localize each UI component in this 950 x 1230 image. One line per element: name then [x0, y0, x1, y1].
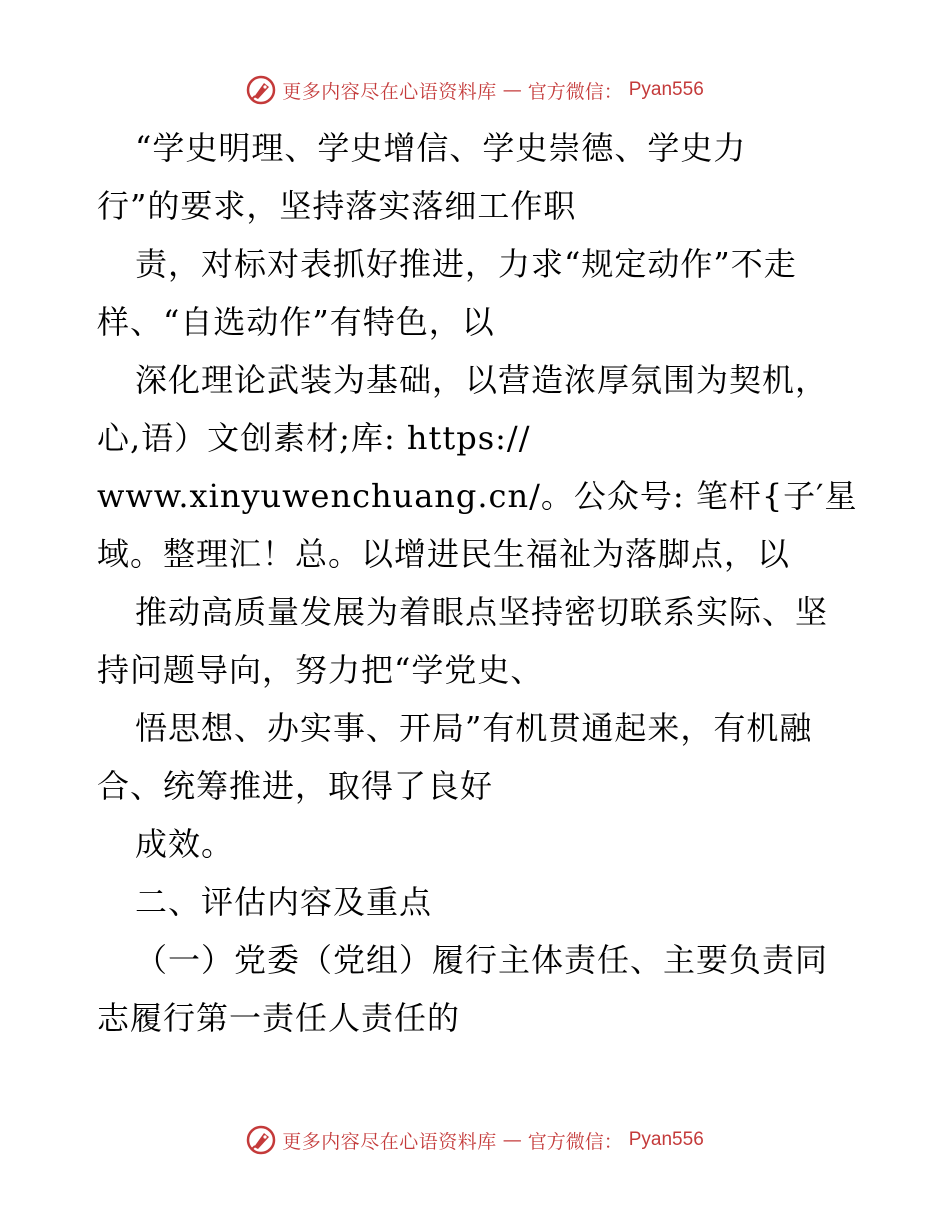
watermark-site-text: 更多内容尽在心语资料库 — [282, 80, 497, 103]
watermark-label: 官方微信： — [527, 1130, 623, 1153]
body-line-3: 责，对标对表抓好推进，力求“规定动作”不走 — [135, 245, 797, 283]
watermark-dash: — — [502, 1129, 522, 1151]
body-line-7: www.xinyuwenchuang.cn/。公众号: 笔杆{子′星 — [97, 477, 858, 515]
body-line-5: 深化理论武装为基础，以营造浓厚氛围为契机， — [135, 361, 829, 399]
body-line-2: 行”的要求，坚持落实落细工作职 — [97, 187, 577, 225]
body-line-8: 域。整理汇！总。以增进民生福祉为落脚点，以 — [97, 535, 791, 573]
watermark-wechat-id: Pyan556 — [628, 1129, 704, 1150]
pen-nib-logo-icon — [246, 1125, 276, 1155]
body-line-10: 持问题导向，努力把“学党史、 — [97, 651, 544, 689]
body-line-4: 样、“自选动作”有特色，以 — [97, 303, 495, 341]
body-line-6: 心,语）文创素材;库: https:// — [97, 419, 531, 457]
body-line-1: “学史明理、学史增信、学史崇德、学史力 — [135, 129, 747, 167]
watermark-site-text: 更多内容尽在心语资料库 — [282, 1130, 497, 1153]
watermark-dash: — — [502, 79, 522, 101]
subsection-heading: （一）党委（党组）履行主体责任、主要负责同 — [135, 941, 829, 979]
body-line-9: 推动高质量发展为着眼点坚持密切联系实际、坚 — [135, 593, 829, 631]
body-line-16: 志履行第一责任人责任的 — [97, 999, 461, 1037]
footer-watermark — [0, 1120, 950, 1160]
watermark-wechat-id: Pyan556 — [628, 79, 704, 100]
body-line-13: 成效。 — [135, 825, 235, 863]
body-line-12: 合、统筹推进，取得了良好 — [97, 767, 494, 805]
body-line-11: 悟思想、办实事、开局”有机贯通起来，有机融 — [135, 709, 813, 747]
section-heading: 二、评估内容及重点 — [135, 883, 433, 921]
watermark-label: 官方微信： — [527, 80, 623, 103]
